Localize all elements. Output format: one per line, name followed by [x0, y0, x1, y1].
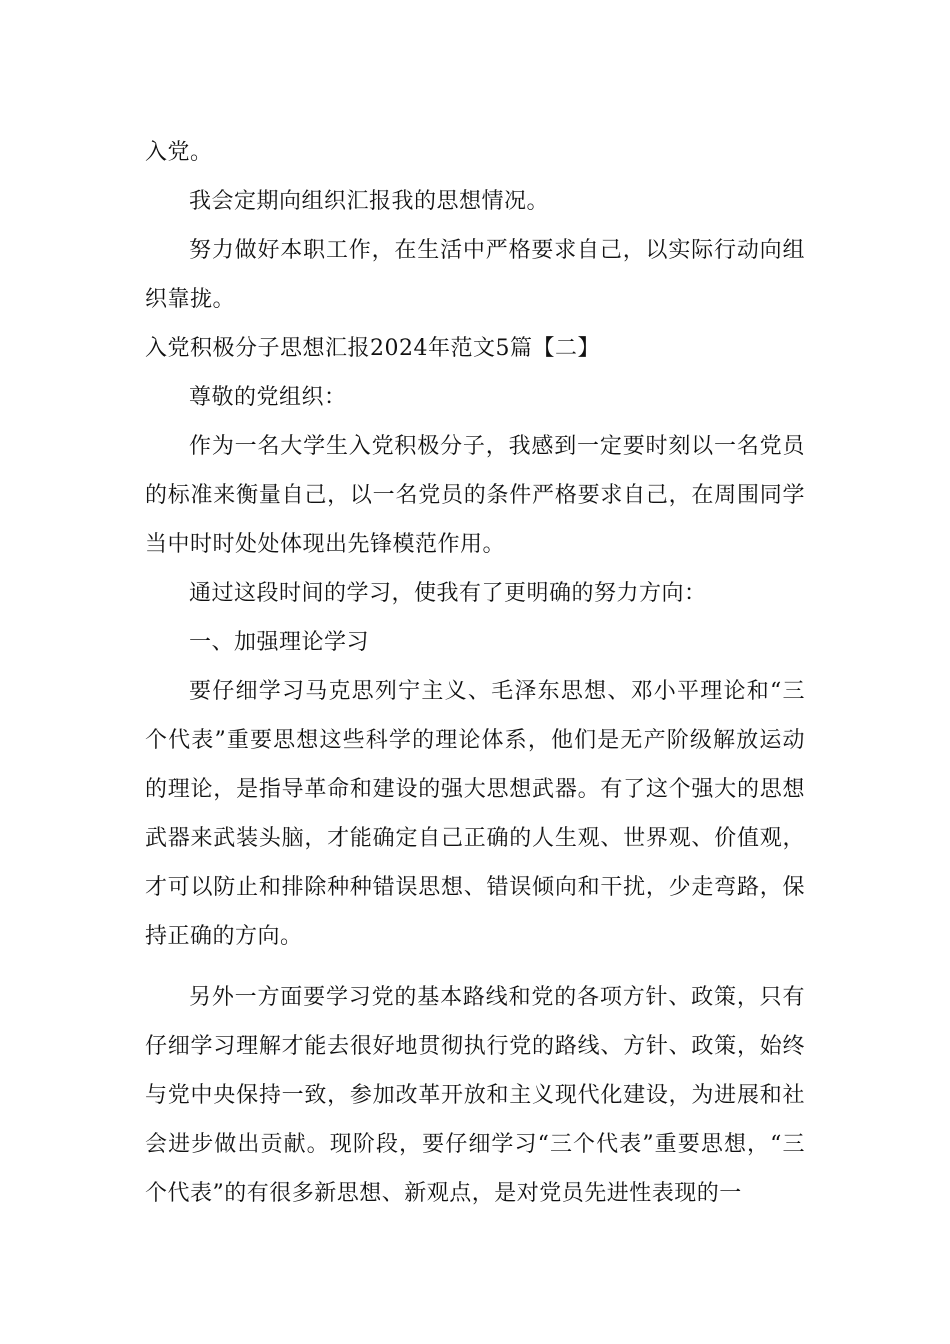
paragraph-theory: 要仔细学习马克思列宁主义、毛泽东思想、邓小平理论和“三个代表”重要思想这些科学的理论体系，他们是无产阶级解放运动的理论，是指导革命和建设的强大思想武器。有了这个强大的思想武器来武装头脑，才能确定自己正确的人生观、世界观、价值观，才可以防止和排除种种错误思想、错误倾向和干扰，少走弯路，保持正确的方向。 — [145, 679, 805, 949]
paragraph-party-line: 另外一方面要学习党的基本路线和党的各项方针、政策，只有仔细学习理解才能去很好地贯彻执行党的路线、方针、政策，始终与党中央保持一致，参加改革开放和主义现代化建设，为进展和社会进步做出贡献。现阶段，要仔细学习“三个代表”重要思想，“三个代表”的有很多新思想、新观点，是对党员先进性表现的一 — [145, 985, 805, 1206]
document-body — [145, 128, 805, 1218]
paragraph-report-regularly: 我会定期向组织汇报我的思想情况。 — [189, 189, 550, 214]
paragraph-intro: 作为一名大学生入党积极分子，我感到一定要时刻以一名党员的标准来衡量自己，以一名党员的条件严格要求自己，在周围同学当中时时处处体现出先锋模范作用。 — [145, 434, 805, 557]
section-title: 入党积极分子思想汇报2024年范文5篇【二】 — [145, 336, 600, 361]
subheading-theory-study: 一、加强理论学习 — [189, 630, 370, 655]
paragraph-do-job-well: 努力做好本职工作，在生活中严格要求自己，以实际行动向组织靠拢。 — [145, 238, 805, 312]
paragraph-direction: 通过这段时间的学习，使我有了更明确的努力方向： — [189, 581, 707, 606]
paragraph-continuation: 入党。 — [145, 140, 213, 165]
salutation: 尊敬的党组织： — [189, 385, 347, 410]
